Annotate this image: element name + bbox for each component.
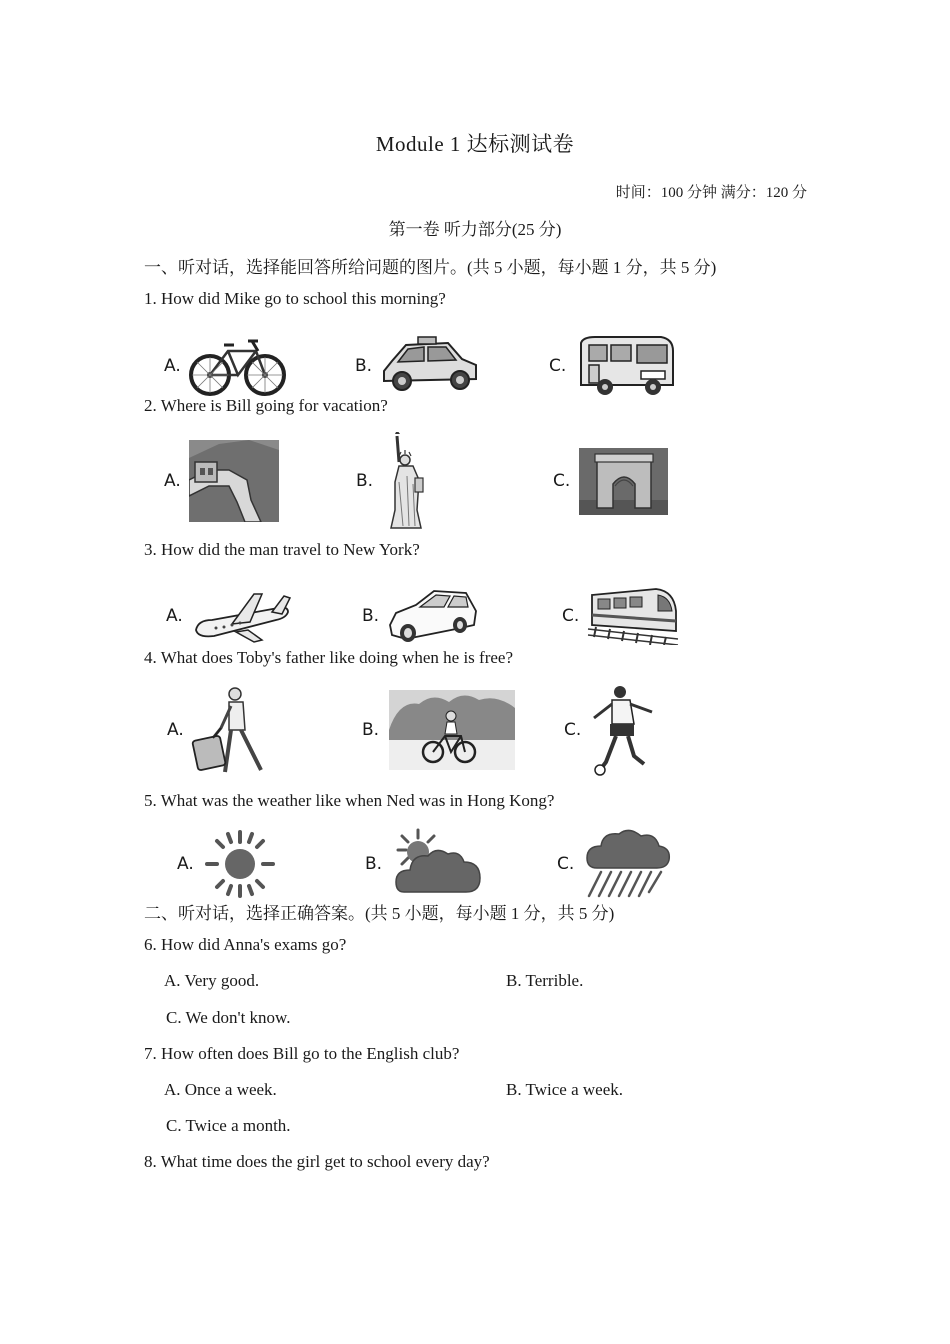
option-c[interactable]: C. Twice a month. <box>166 1116 291 1135</box>
option-label[interactable]: B. <box>362 606 380 626</box>
option-label[interactable]: B. <box>365 854 383 874</box>
sun-icon <box>203 828 277 900</box>
option-label[interactable]: C. <box>562 606 580 626</box>
airplane-icon <box>192 590 292 644</box>
soccer-player-icon <box>588 684 658 776</box>
traveller-icon <box>191 686 269 776</box>
option-label[interactable]: C. <box>557 854 575 874</box>
question-2: 2. Where is Bill going for vacation? <box>144 396 388 415</box>
question-6: 6. How did Anna's exams go? <box>144 935 347 954</box>
option-label[interactable]: B. <box>356 471 374 491</box>
option-a[interactable]: A. Very good. <box>164 971 260 990</box>
option-label[interactable]: A. <box>177 854 194 874</box>
option-label[interactable]: A. <box>166 606 183 626</box>
option-a[interactable]: A. Once a week. <box>164 1080 277 1099</box>
train-icon <box>586 585 680 645</box>
arc-de-triomphe-icon <box>579 448 668 515</box>
option-b[interactable]: B. Terrible. <box>506 971 584 990</box>
question-5: 5. What was the weather like when Ned was in Hong Kong? <box>144 791 555 810</box>
option-b[interactable]: B. Twice a week. <box>506 1080 623 1099</box>
great-wall-icon <box>189 440 279 522</box>
car-icon <box>386 585 478 645</box>
rain-icon <box>583 828 673 900</box>
bus-icon <box>575 335 677 397</box>
question-7: 7. How often does Bill go to the English club? <box>144 1044 460 1063</box>
option-label[interactable]: C. <box>564 720 582 740</box>
question-3: 3. How did the man travel to New York? <box>144 540 420 559</box>
question-8: 8. What time does the girl get to school every day? <box>144 1152 490 1171</box>
page-title: Module 1 达标测试卷 <box>375 132 575 156</box>
option-label[interactable]: B. <box>355 356 373 376</box>
taxi-icon <box>378 335 482 393</box>
cloudy-icon <box>390 826 484 898</box>
option-label[interactable]: C. <box>553 471 571 491</box>
option-label[interactable]: C. <box>549 356 567 376</box>
option-label[interactable]: A. <box>164 356 181 376</box>
section-one-heading: 一、听对话，选择能回答所给问题的图片。(共 5 小题，每小题 1 分，共 5 分) <box>144 258 717 277</box>
option-c[interactable]: C. We don't know. <box>166 1008 291 1027</box>
option-label[interactable]: A. <box>164 471 181 491</box>
part-title: 第一卷 听力部分(25 分) <box>388 220 562 239</box>
statue-of-liberty-icon <box>385 432 431 532</box>
question-1: 1. How did Mike go to school this morning? <box>144 289 446 308</box>
bicycle-icon <box>188 333 288 397</box>
option-label[interactable]: B. <box>362 720 380 740</box>
exam-meta: 时间：100 分钟 满分：120 分 <box>615 185 807 201</box>
section-two-heading: 二、听对话，选择正确答案。(共 5 小题，每小题 1 分，共 5 分) <box>144 904 615 923</box>
cycling-icon <box>389 690 515 770</box>
question-4: 4. What does Toby's father like doing when he is free? <box>144 648 514 667</box>
option-label[interactable]: A. <box>167 720 184 740</box>
